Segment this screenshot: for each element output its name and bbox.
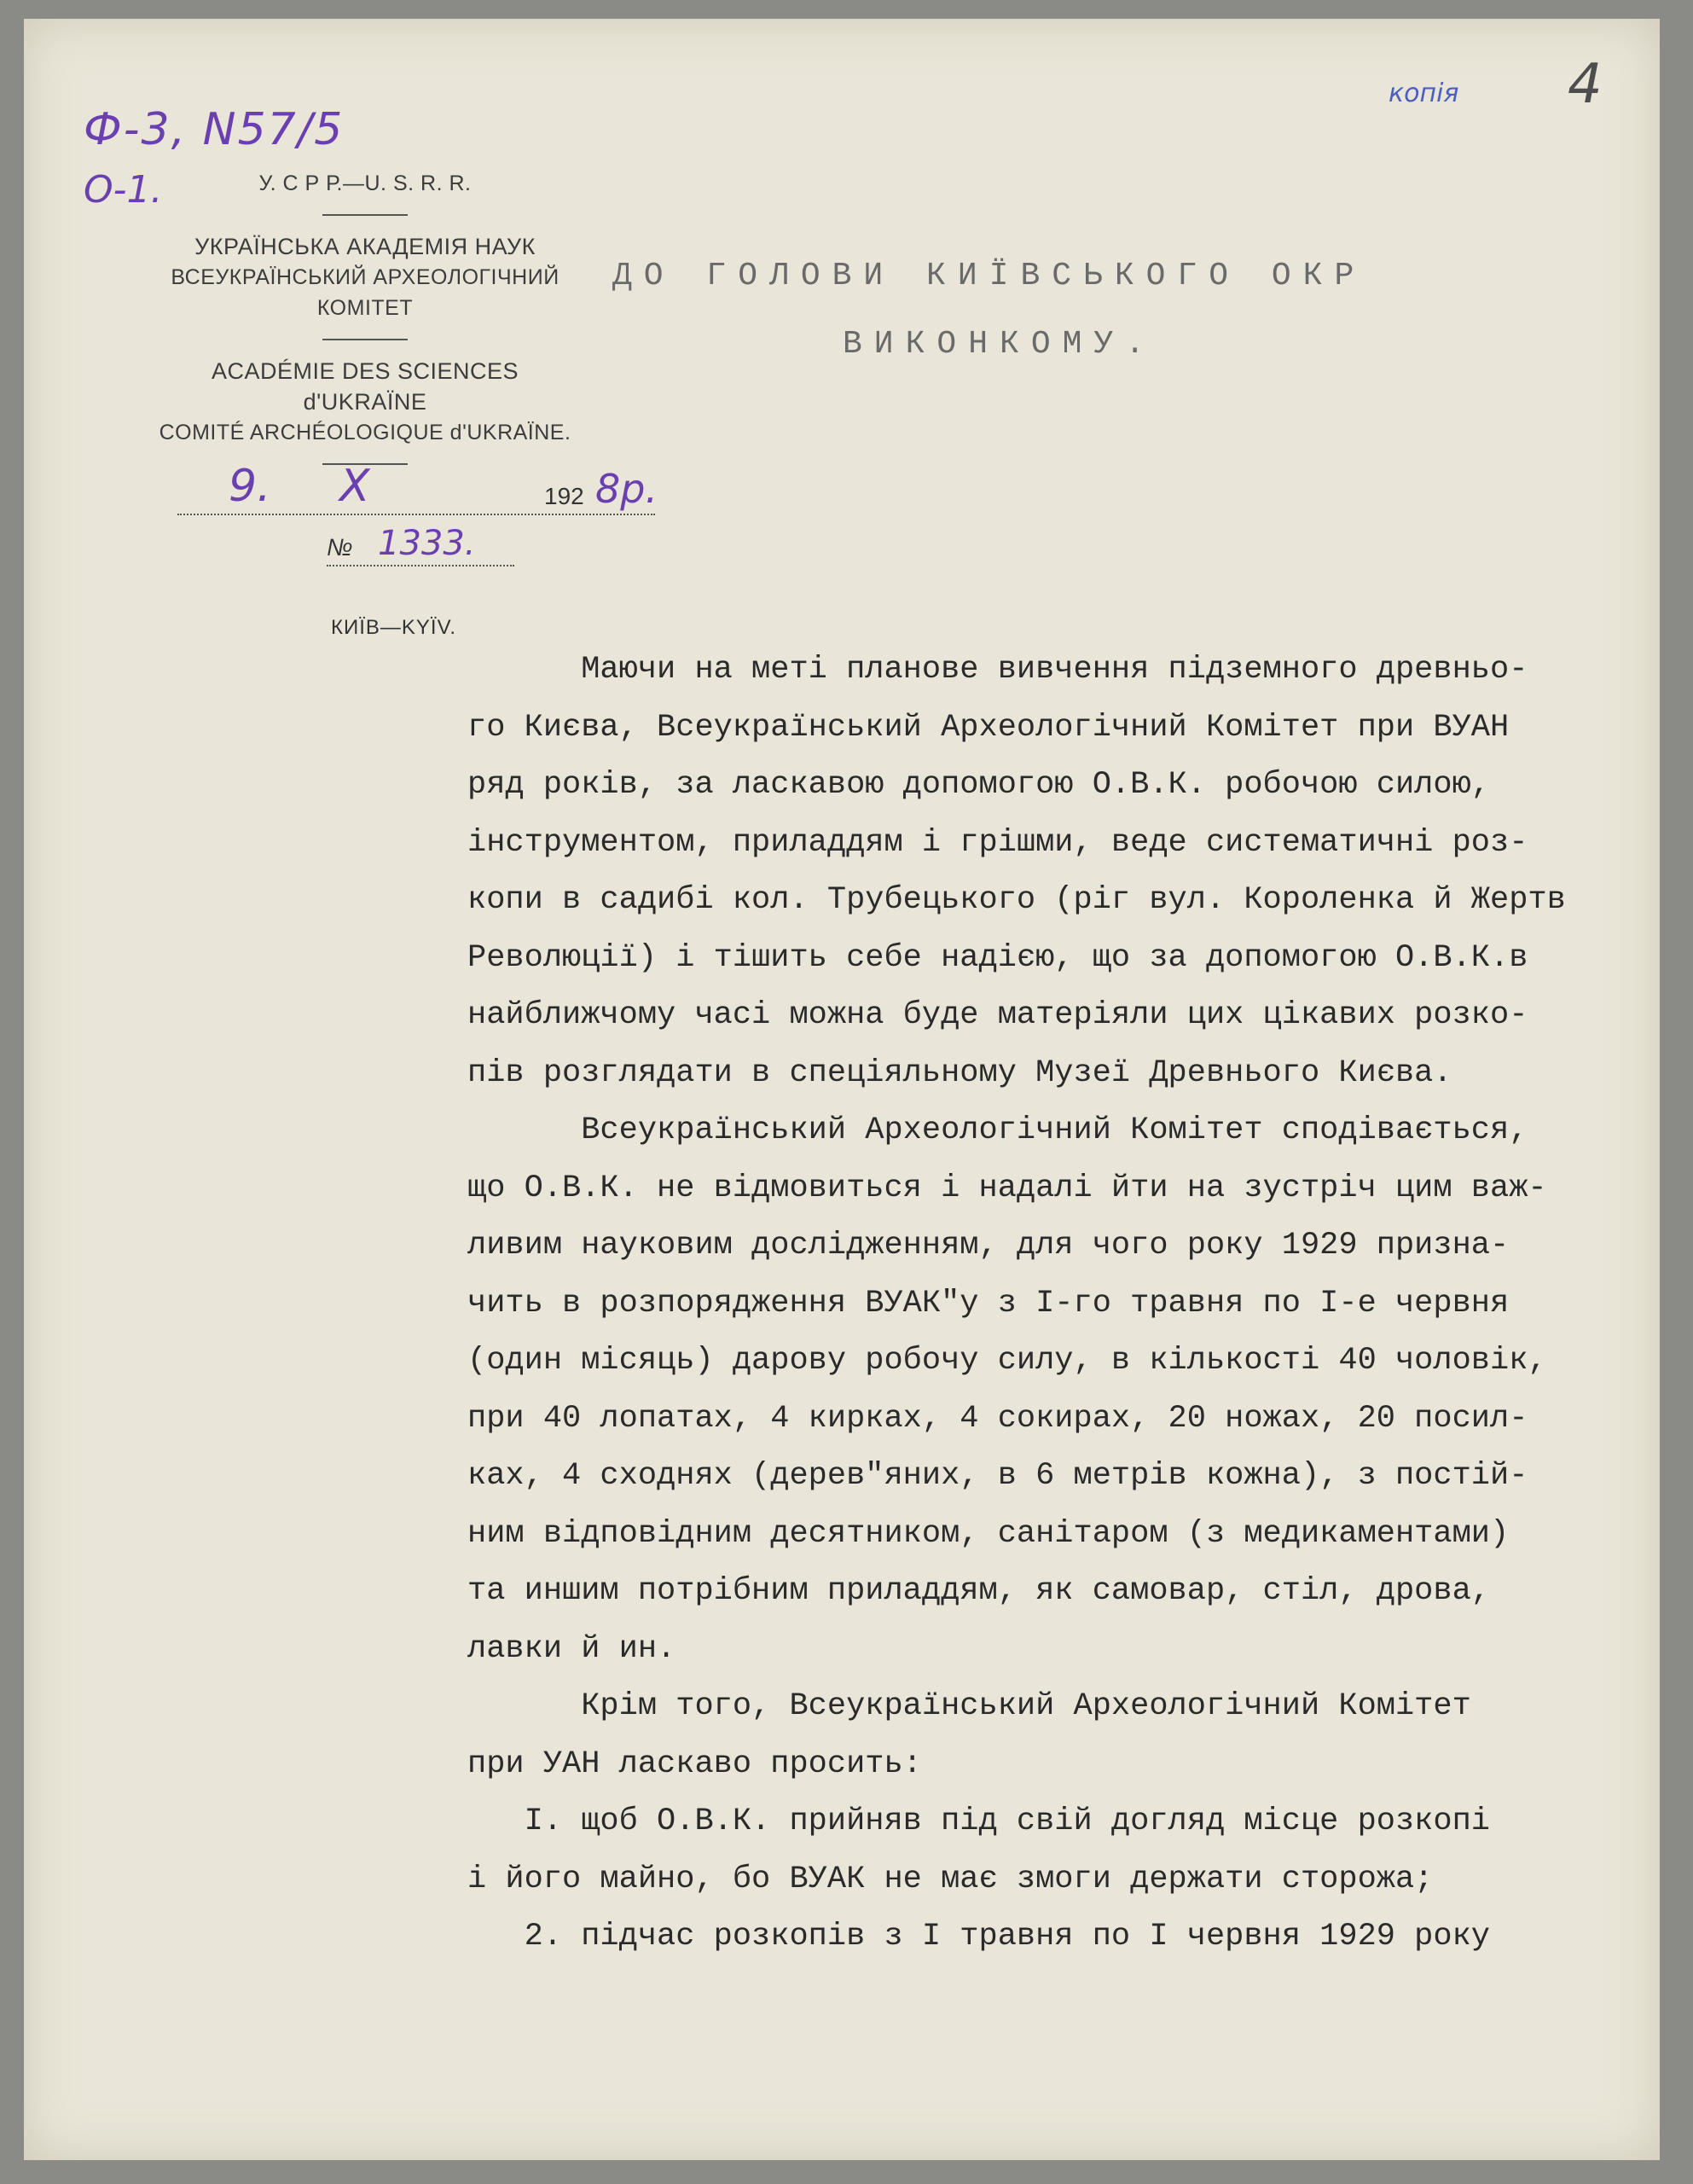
letter-body	[467, 642, 1660, 1966]
body-line: лавки й ин.	[467, 1630, 676, 1667]
city-label: КИЇВ—KYÏV.	[331, 616, 457, 639]
letterhead-divider	[322, 214, 408, 216]
document-number-line	[327, 514, 514, 566]
body-line: ряд років, за ласкавою допомогою О.В.К. робочою силою,	[467, 767, 1490, 803]
body-line: Революції) і тішить себе надією, що за допомогою О.В.К.в	[467, 939, 1528, 976]
body-line: Маючи на меті планове вивчення підземного древньо-	[467, 652, 1528, 688]
addressee-line-2: ВИКОНКОМУ.	[843, 326, 1157, 363]
document-page	[24, 19, 1660, 2160]
letterhead-academy-ua: УКРАЇНСЬКА АКАДЕМІЯ НАУК	[194, 234, 536, 259]
letterhead	[152, 168, 578, 480]
letterhead-committee-ua: ВСЕУКРАЇНСЬКИЙ АРХЕОЛОГІЧНИЙ КОМІТЕТ	[171, 265, 560, 320]
page-number-annotation: 4	[1568, 53, 1603, 116]
letterhead-state: У. С Р Р.—U. S. R. R.	[258, 171, 472, 195]
body-line: Крім того, Всеукраїнський Археологічний Комітет	[467, 1688, 1471, 1724]
body-line: чить в розпорядження ВУАК"у з І-го травня по І-е червня	[467, 1285, 1510, 1321]
addressee	[612, 242, 1551, 379]
body-line: що О.В.К. не відмовиться і надалі йти на зустріч цим важ-	[467, 1170, 1547, 1206]
letterhead-divider	[322, 339, 408, 340]
date-day: 9.	[229, 461, 271, 512]
date-year-printed: 192	[544, 483, 584, 509]
letterhead-committee-fr: COMITÉ ARCHÉOLOGIQUE d'UKRAÏNE.	[159, 421, 571, 444]
body-line: ним відповідним десятником, санітаром (з медикаментами)	[467, 1515, 1510, 1552]
date-year-handwritten: 8р.	[595, 466, 658, 512]
addressee-line-1: ДО ГОЛОВИ КИЇВСЬКОГО ОКР	[612, 258, 1366, 294]
letterhead-academy-fr: ACADÉMIE DES SCIENCES d'UKRAÏNE	[211, 358, 519, 415]
archive-reference-annotation: Ф-3, N57/5	[84, 104, 345, 155]
reference-code-annotation: О-1.	[84, 168, 163, 212]
number-label: №	[327, 534, 353, 561]
body-line: го Києва, Всеукраїнський Археологічний Комітет при ВУАН	[467, 709, 1510, 746]
body-line: ливим науковим дослідженням, для чого року 1929 призна-	[467, 1228, 1510, 1263]
number-value: 1333.	[378, 524, 476, 563]
body-line: та иншим потрібним приладдям, як самовар, стіл, дрова,	[467, 1573, 1490, 1609]
body-line: і його майно, бо ВУАК не має змоги держати сторожа;	[467, 1861, 1434, 1897]
body-line: 2. підчас розкопів з І травня по І червня 1929 року	[467, 1919, 1490, 1955]
body-line: при УАН ласкаво просить:	[467, 1745, 922, 1782]
body-line: Всеукраїнський Археологічний Комітет сподівається,	[467, 1112, 1528, 1148]
body-line: ках, 4 сходнях (дерев"яних, в 6 метрів кожна), з постій-	[467, 1458, 1528, 1494]
body-line: (один місяць) дарову робочу силу, в кількості 40 чоловік,	[467, 1343, 1547, 1379]
body-line: І. щоб О.В.К. прийняв під свій догляд місце розкопі	[467, 1804, 1490, 1839]
copy-note-annotation: копія	[1389, 78, 1459, 108]
body-line: пів розглядати в спеціяльному Музеї Древнього Києва.	[467, 1054, 1452, 1091]
body-line: інструментом, приладдям і грішми, веде систематичні роз-	[467, 824, 1528, 861]
body-line: копи в садибі кол. Трубецького (ріг вул. Короленка й Жертв	[467, 882, 1566, 918]
date-line	[177, 461, 658, 515]
body-line: найближчому часі можна буде матеріяли цих цікавих розко-	[467, 997, 1528, 1033]
body-line: при 40 лопатах, 4 кирках, 4 сокирах, 20 ножах, 20 посил-	[467, 1400, 1528, 1437]
date-month: X	[339, 461, 370, 512]
